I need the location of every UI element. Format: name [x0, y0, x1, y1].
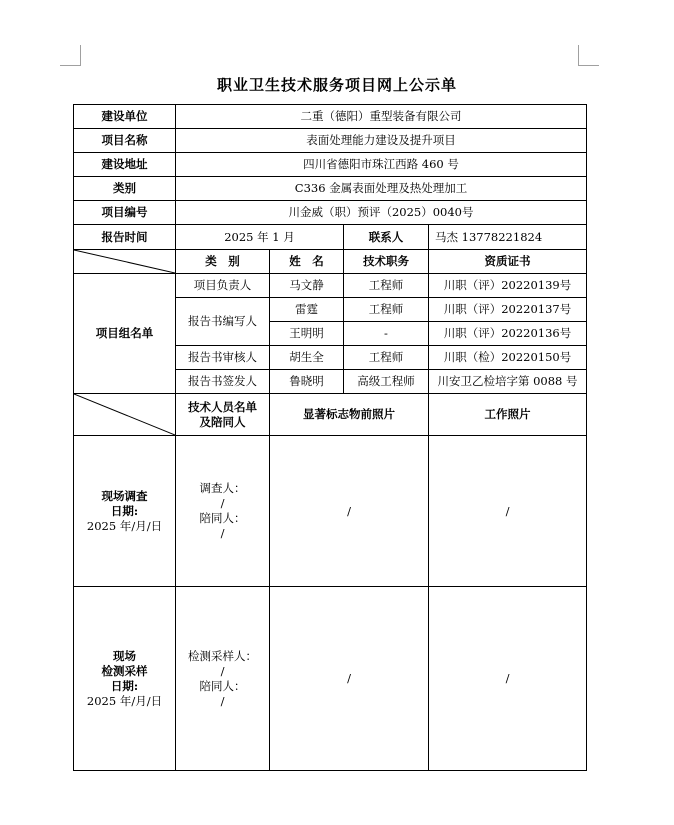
team-header-row	[74, 250, 587, 274]
member-name: 鲁晓明	[270, 370, 344, 394]
survey-date-label: 日期:	[110, 503, 139, 518]
contact-label: 联系人	[344, 225, 429, 250]
diagonal-header-cell	[74, 250, 176, 274]
photo-header-row	[74, 394, 587, 436]
member-role: 报告书审核人	[176, 346, 270, 370]
member-cert: 川安卫乙检培字第 0088 号	[429, 370, 587, 394]
sampling-label: 现场	[113, 648, 136, 663]
sampler-value: /	[220, 663, 225, 678]
team-list-label: 项目组名单	[74, 274, 176, 394]
row-project	[74, 129, 587, 153]
companion-label: 陪同人：	[199, 678, 246, 693]
staff-header-line2: 及陪同人	[199, 414, 246, 429]
landmark-photo-header: 显著标志物前照片	[270, 394, 429, 436]
publicity-form-table	[73, 104, 587, 771]
staff-header-line1: 技术人员名单	[188, 399, 257, 414]
project-value: 表面处理能力建设及提升项目	[176, 129, 587, 153]
investigator-value: /	[220, 496, 225, 510]
team-header-cert: 资质证书	[429, 250, 587, 274]
member-title: 高级工程师	[344, 370, 429, 394]
member-title: 工程师	[344, 274, 429, 298]
member-cert: 川职（评）20220139号	[429, 274, 587, 298]
staff-header	[176, 394, 270, 436]
investigator-label: 调查人：	[199, 481, 246, 495]
team-header-title: 技术职务	[344, 250, 429, 274]
member-name: 胡生全	[270, 346, 344, 370]
survey-label-cell	[74, 436, 176, 587]
address-label: 建设地址	[74, 153, 176, 177]
team-header-name: 姓 名	[270, 250, 344, 274]
row-address	[74, 153, 587, 177]
diagonal-line	[74, 250, 175, 273]
company-value: 二重（德阳）重型装备有限公司	[176, 105, 587, 129]
sampling-label-cell	[74, 587, 176, 771]
report-time-value: 2025 年 1 月	[176, 225, 344, 250]
companion-label: 陪同人：	[199, 511, 246, 525]
member-role: 项目负责人	[176, 274, 270, 298]
member-name: 雷霆	[270, 298, 344, 322]
survey-row	[74, 436, 587, 587]
crop-mark-top-left	[60, 45, 81, 66]
team-member-row	[74, 274, 587, 298]
member-name: 马文静	[270, 274, 344, 298]
sampling-date-label: 日期:	[110, 678, 139, 693]
sampling-landmark-photo: /	[270, 587, 429, 771]
sampling-label-2: 检测采样	[101, 663, 148, 678]
row-project-number	[74, 201, 587, 225]
companion-value: /	[220, 693, 225, 708]
companion-value: /	[220, 526, 225, 540]
project-number-label: 项目编号	[74, 201, 176, 225]
member-role: 报告书编写人	[176, 298, 270, 346]
survey-staff-cell	[176, 436, 270, 587]
project-label: 项目名称	[74, 129, 176, 153]
category-label: 类别	[74, 177, 176, 201]
member-title: -	[344, 322, 429, 346]
sampling-staff-cell	[176, 587, 270, 771]
member-title: 工程师	[344, 298, 429, 322]
sampler-label: 检测采样人：	[188, 648, 257, 663]
sampling-row	[74, 587, 587, 771]
member-cert: 川职（检）20220150号	[429, 346, 587, 370]
survey-date: 2025 年/月/日	[86, 518, 163, 533]
survey-label: 现场调查	[101, 488, 148, 503]
project-number-value: 川金威（职）预评（2025）0040号	[176, 201, 587, 225]
member-cert: 川职（评）20220136号	[429, 322, 587, 346]
member-role: 报告书签发人	[176, 370, 270, 394]
sampling-date: 2025 年/月/日	[86, 693, 163, 708]
row-category	[74, 177, 587, 201]
address-value: 四川省德阳市珠江西路 460 号	[176, 153, 587, 177]
survey-work-photo: /	[429, 436, 587, 587]
member-title: 工程师	[344, 346, 429, 370]
contact-value: 马杰 13778221824	[429, 225, 587, 250]
diagonal-header-cell	[74, 394, 176, 436]
work-photo-header: 工作照片	[429, 394, 587, 436]
row-report-time	[74, 225, 587, 250]
report-time-label: 报告时间	[74, 225, 176, 250]
document-title: 职业卫生技术服务项目网上公示单	[216, 76, 457, 94]
crop-mark-top-right	[578, 45, 599, 66]
member-name: 王明明	[270, 322, 344, 346]
category-value: C336 金属表面处理及热处理加工	[176, 177, 587, 201]
company-label: 建设单位	[74, 105, 176, 129]
row-company	[74, 105, 587, 129]
survey-landmark-photo: /	[270, 436, 429, 587]
sampling-work-photo: /	[429, 587, 587, 771]
team-header-category: 类 别	[176, 250, 270, 274]
diagonal-line	[74, 394, 175, 435]
member-cert: 川职（评）20220137号	[429, 298, 587, 322]
